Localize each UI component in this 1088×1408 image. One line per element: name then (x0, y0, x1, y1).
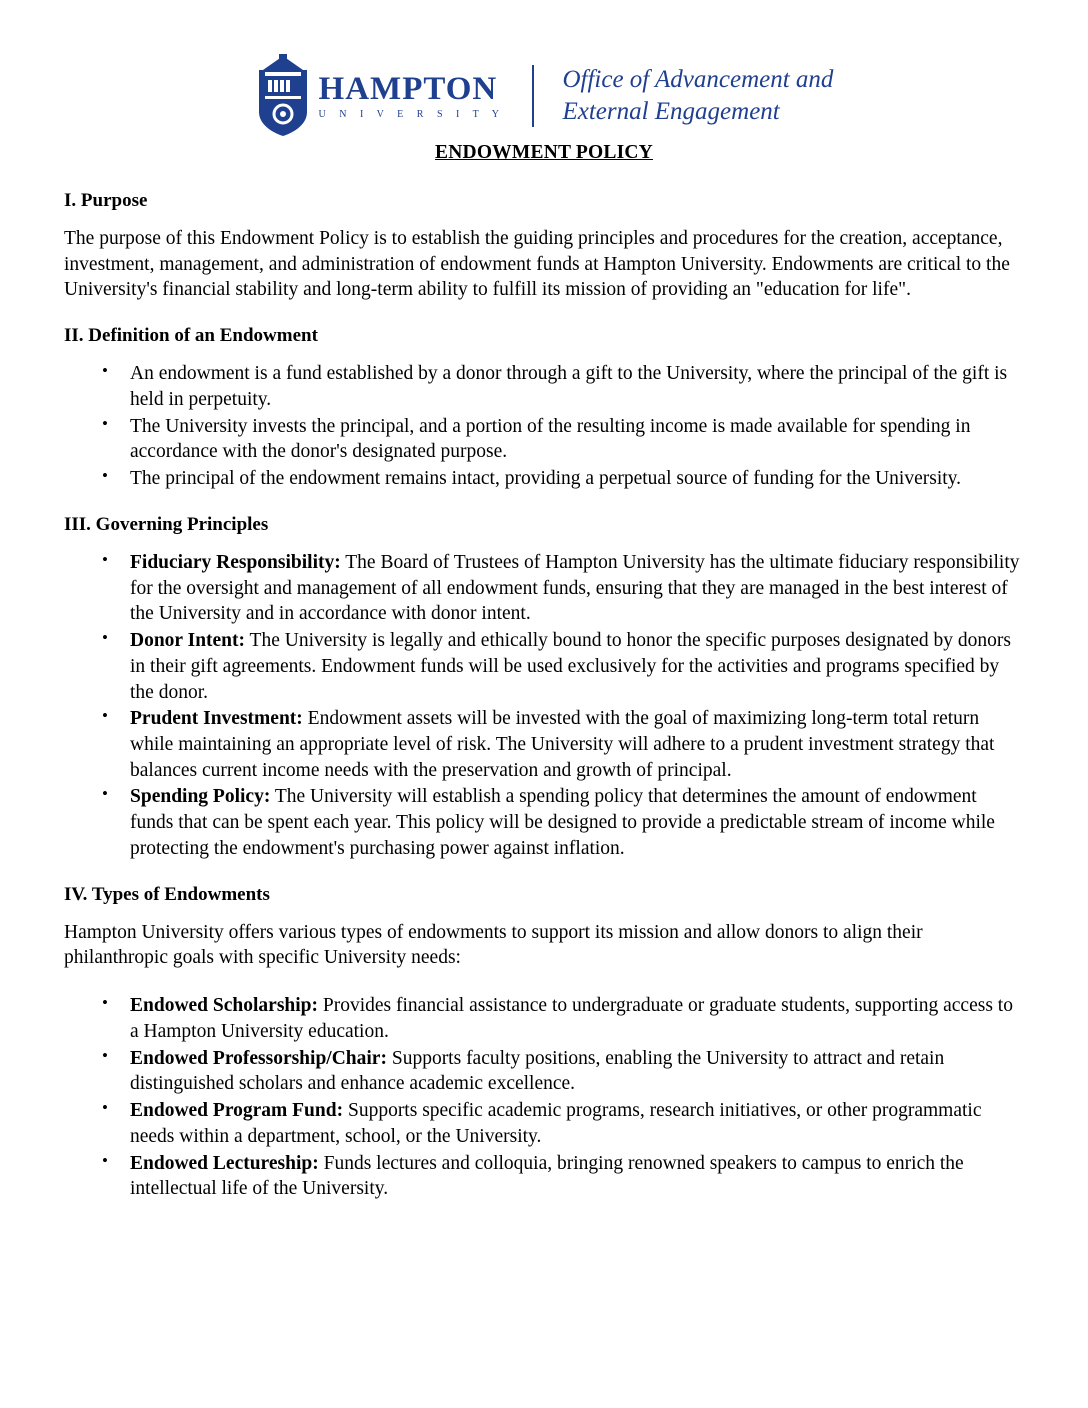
list-item-text: Supports faculty positions, enabling the University to attract and retain distinguished scholars and enhance academic excellence. (130, 1047, 945, 1095)
hampton-shield-icon (255, 54, 311, 138)
bullet-list-definition (64, 361, 1024, 492)
logo-wordmark (318, 70, 505, 120)
list-item (64, 550, 1024, 627)
list-item (64, 1098, 1024, 1149)
list-item-text: An endowment is a fund established by a donor through a gift to the University, where the principal of the gift is held in perpetuity. (130, 363, 1008, 410)
list-item-lead: Endowed Professorship/Chair: (130, 1047, 387, 1069)
letterhead-divider (532, 65, 534, 127)
letterhead (64, 54, 1024, 138)
section-paragraph-purpose: The purpose of this Endowment Policy is to establish the guiding principles and procedures for the creation, acceptance, investment, management, and administration of endowment funds at Hampton University. Endowments are critical to the University's financial stability and long-term ability to fulfill its mission of providing an "education for life". (64, 228, 1010, 301)
hampton-university-logo (255, 54, 505, 138)
section-paragraph-types: Hampton University offers various types of endowments to support its mission and allow donors to align their philanthropic goals with specific University needs: (64, 921, 923, 969)
office-name (562, 64, 833, 128)
page-title: ENDOWMENT POLICY (435, 142, 653, 163)
list-item-text: The University will establish a spending policy that determines the amount of endowment funds that can be spent each year. This policy will be designed to provide a predictable stream of income while protecting the endowment's purchasing power against inflation. (130, 786, 995, 859)
list-item-lead: Endowed Lectureship: (130, 1152, 319, 1174)
list-item (64, 628, 1024, 705)
list-item-lead: Spending Policy: (130, 786, 271, 808)
list-item-text: Supports specific academic programs, research initiatives, or other programmatic needs within a department, school, or the University. (130, 1100, 982, 1147)
list-item (64, 414, 1024, 465)
logo-university-text: U N I V E R S I T Y (318, 108, 505, 120)
list-item (64, 361, 1024, 412)
list-item-text: Endowment assets will be invested with the goal of maximizing long-term total return while maintaining an appropriate level of risk. The University will adhere to a prudent investment strategy that balances current income needs with the preservation and growth of principal. (130, 708, 995, 781)
list-item-text: The University invests the principal, and a portion of the resulting income is made available for spending in accordance with the donor's designated purpose. (130, 415, 971, 463)
list-item (64, 1151, 1024, 1202)
section-heading-purpose: I. Purpose (64, 190, 148, 211)
list-item-text: The University is legally and ethically bound to honor the specific purposes designated by donors in their gift agreements. Endowment funds will be used exclusively for the activities and programs specified by the donor. (130, 630, 1011, 703)
office-line-1: Office of Advancement and (562, 66, 834, 93)
bullet-list-types (64, 993, 1024, 1202)
section-heading-definition: II. Definition of an Endowment (64, 325, 318, 347)
list-item-lead: Donor Intent: (130, 630, 246, 652)
list-item-lead: Endowed Program Fund: (130, 1100, 344, 1122)
list-item-text: The principal of the endowment remains intact, providing a perpetual source of funding for the University. (130, 468, 962, 490)
list-item-text: Provides financial assistance to undergraduate or graduate students, supporting access to a Hampton University education. (130, 995, 1013, 1042)
list-item (64, 706, 1024, 783)
office-line-2: External Engagement (562, 98, 780, 125)
section-heading-types: IV. Types of Endowments (64, 883, 270, 905)
list-item (64, 466, 1024, 492)
logo-hampton-text: HAMPTON (318, 70, 498, 107)
list-item-lead: Prudent Investment: (130, 708, 303, 730)
list-item-text: The Board of Trustees of Hampton University has the ultimate fiduciary responsibility for the oversight and management of all endowment funds, ensuring that they are managed in the best interest of the University and in accordance with donor intent. (130, 551, 1020, 625)
list-item (64, 784, 1024, 861)
bullet-list-governing-principles (64, 550, 1024, 862)
list-item-lead: Fiduciary Responsibility: (130, 551, 341, 573)
list-item (64, 1046, 1024, 1097)
section-heading-governing-principles: III. Governing Principles (64, 513, 269, 535)
list-item (64, 993, 1024, 1044)
list-item-text: Funds lectures and colloquia, bringing renowned speakers to campus to enrich the intellectual life of the University. (130, 1152, 964, 1200)
list-item-lead: Endowed Scholarship: (130, 995, 319, 1017)
